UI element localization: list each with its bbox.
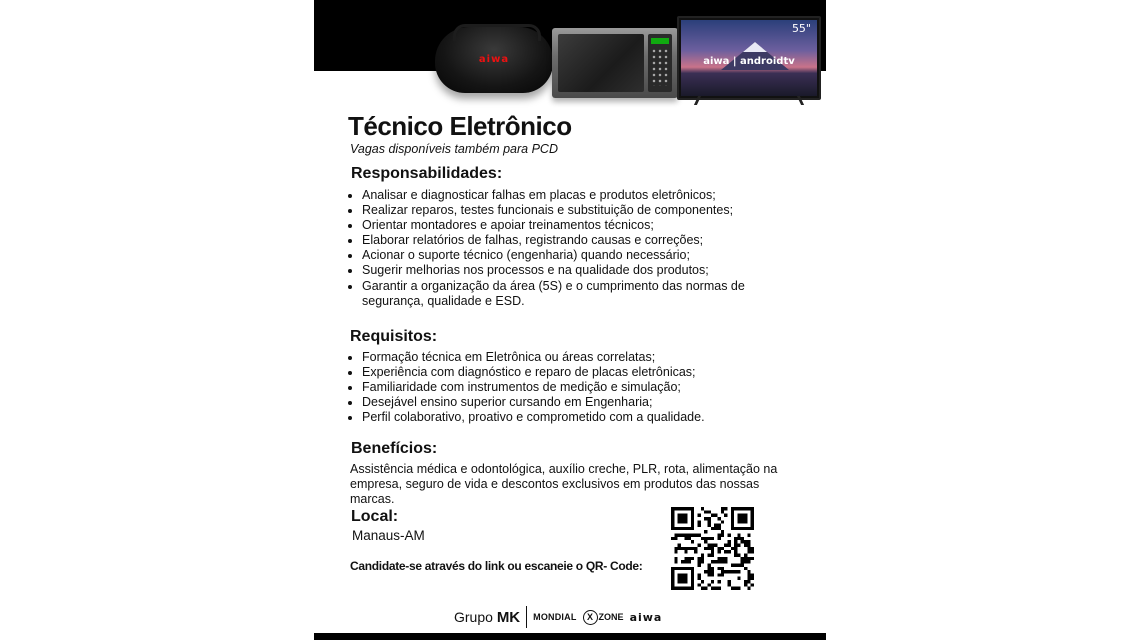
microwave-image xyxy=(552,28,678,98)
qr-module xyxy=(717,517,720,520)
qr-module xyxy=(724,550,727,553)
grupo-label: Grupo xyxy=(454,608,493,625)
qr-module xyxy=(747,577,750,580)
qr-module xyxy=(711,573,714,576)
speaker-image xyxy=(435,27,553,93)
qr-module xyxy=(741,557,744,560)
qr-module xyxy=(704,547,707,550)
qr-module xyxy=(688,534,691,537)
qr-module xyxy=(674,547,677,550)
xzone-mark: X xyxy=(583,610,598,625)
tv-brand-label: aiwa | androidtv xyxy=(703,56,795,67)
qr-module xyxy=(731,570,734,573)
qr-module xyxy=(708,544,711,547)
qr-module xyxy=(708,567,711,570)
qr-module xyxy=(701,580,704,583)
qr-module xyxy=(721,510,724,513)
qr-module xyxy=(724,557,727,560)
qr-module xyxy=(678,534,681,537)
footer-divider xyxy=(526,606,527,628)
qr-module xyxy=(744,583,747,586)
aiwa-logo: aiwa xyxy=(629,610,663,624)
qr-module xyxy=(721,534,724,537)
qr-module xyxy=(741,540,744,543)
qr-module xyxy=(684,534,687,537)
tv-stand xyxy=(680,96,818,104)
list-item: • Acionar o suporte técnico (engenharia) quando necessário; xyxy=(362,248,762,263)
qr-module xyxy=(701,560,704,563)
qr-module xyxy=(704,517,707,520)
qr-module xyxy=(698,534,701,537)
qr-module xyxy=(737,577,740,580)
speaker-handle xyxy=(453,24,541,41)
qr-module xyxy=(747,557,750,560)
list-item: • Experiência com diagnóstico e reparo de placas eletrônicas; xyxy=(362,365,782,380)
qr-module xyxy=(671,537,674,540)
qr-module xyxy=(751,573,754,576)
qr-module xyxy=(727,544,730,547)
microwave-window xyxy=(558,34,644,92)
qr-module xyxy=(727,570,730,573)
qr-module xyxy=(727,580,730,583)
qr-module xyxy=(734,550,737,553)
qr-module xyxy=(708,573,711,576)
qr-module xyxy=(731,587,734,590)
grupo-mk-logo xyxy=(454,609,520,626)
qr-module xyxy=(721,530,724,533)
qr-module xyxy=(674,534,677,537)
qr-module xyxy=(744,544,747,547)
qr-module xyxy=(708,524,711,527)
job-poster xyxy=(314,0,826,640)
tv-mountain-snow xyxy=(743,42,767,52)
xzone-logo xyxy=(583,610,624,625)
qr-module xyxy=(694,534,697,537)
qr-module xyxy=(717,573,720,576)
qr-module xyxy=(698,583,701,586)
list-item: • Familiaridade com instrumentos de medição e simulação; xyxy=(362,380,782,395)
qr-module xyxy=(717,557,720,560)
qr-module xyxy=(727,550,730,553)
qr-module xyxy=(684,537,687,540)
speaker-brand: aiwa xyxy=(478,54,510,65)
qr-code-icon[interactable] xyxy=(671,507,754,590)
qr-module xyxy=(737,563,740,566)
qr-module xyxy=(734,540,737,543)
qr-module xyxy=(691,557,694,560)
qr-module xyxy=(704,530,707,533)
qr-module xyxy=(691,534,694,537)
qr-module xyxy=(734,587,737,590)
qr-module xyxy=(724,514,727,517)
qr-module xyxy=(711,560,714,563)
qr-module xyxy=(731,547,734,550)
qr-module xyxy=(717,567,720,570)
qr-module xyxy=(704,510,707,513)
qr-module xyxy=(711,553,714,556)
qr-module xyxy=(698,520,701,523)
qr-module xyxy=(708,537,711,540)
qr-module xyxy=(717,587,720,590)
qr-module xyxy=(708,563,711,566)
qr-module xyxy=(684,550,687,553)
qr-module xyxy=(688,557,691,560)
qr-module xyxy=(721,557,724,560)
qr-module xyxy=(744,540,747,543)
qr-module xyxy=(681,547,684,550)
qr-module xyxy=(724,507,727,510)
tv-image xyxy=(677,16,821,100)
qr-module xyxy=(684,557,687,560)
qr-module xyxy=(734,570,737,573)
qr-module xyxy=(734,544,737,547)
qr-module xyxy=(751,583,754,586)
mondial-logo: MONDIAL xyxy=(533,612,577,622)
qr-module xyxy=(701,557,704,560)
qr-module xyxy=(674,557,677,560)
qr-module xyxy=(737,553,740,556)
qr-module xyxy=(698,563,701,566)
qr-module xyxy=(714,514,717,517)
qr-module xyxy=(708,517,711,520)
qr-module xyxy=(751,577,754,580)
qr-module xyxy=(704,537,707,540)
qr-module xyxy=(734,563,737,566)
qr-module xyxy=(704,540,707,543)
qr-module xyxy=(734,537,737,540)
job-title: Técnico Eletrônico xyxy=(348,111,572,141)
qr-module xyxy=(708,553,711,556)
qr-module xyxy=(714,560,717,563)
footer-band xyxy=(314,633,826,640)
qr-module xyxy=(701,537,704,540)
microwave-panel xyxy=(648,34,672,92)
qr-module xyxy=(737,587,740,590)
qr-module xyxy=(678,547,681,550)
microwave-display xyxy=(651,38,669,44)
qr-module xyxy=(674,537,677,540)
qr-module xyxy=(747,560,750,563)
qr-module xyxy=(727,534,730,537)
qr-module xyxy=(734,553,737,556)
qr-module xyxy=(681,534,684,537)
microwave-buttons xyxy=(651,48,669,86)
list-item: • Formação técnica em Eletrônica ou áreas correlatas; xyxy=(362,350,782,365)
qr-module xyxy=(744,567,747,570)
qr-module xyxy=(747,547,750,550)
qr-module xyxy=(747,580,750,583)
qr-module xyxy=(711,580,714,583)
job-subtitle: Vagas disponíveis também para PCD xyxy=(350,142,558,156)
qr-module xyxy=(711,587,714,590)
qr-module xyxy=(751,557,754,560)
qr-module xyxy=(751,547,754,550)
qr-module xyxy=(721,520,724,523)
qr-module xyxy=(684,560,687,563)
qr-module xyxy=(688,537,691,540)
qr-module xyxy=(688,547,691,550)
qr-module xyxy=(698,544,701,547)
qr-module xyxy=(711,567,714,570)
qr-module xyxy=(717,527,720,530)
qr-module xyxy=(721,573,724,576)
qr-module xyxy=(717,537,720,540)
qr-module xyxy=(678,544,681,547)
qr-module xyxy=(708,583,711,586)
qr-module xyxy=(727,583,730,586)
qr-module xyxy=(694,547,697,550)
qr-module xyxy=(721,560,724,563)
qr-finder-center xyxy=(737,514,747,524)
list-item: • Garantir a organização da área (5S) e o cumprimento das normas de segurança, qualidade e ESD. xyxy=(362,279,762,309)
responsabilidades-heading: Responsabilidades: xyxy=(351,165,503,182)
list-item: • Sugerir melhorias nos processos e na qualidade dos produtos; xyxy=(362,263,762,278)
qr-module xyxy=(737,537,740,540)
qr-module xyxy=(711,514,714,517)
qr-module xyxy=(691,547,694,550)
qr-module xyxy=(698,573,701,576)
list-item: • Orientar montadores e apoiar treinamentos técnicos; xyxy=(362,218,762,233)
qr-module xyxy=(724,570,727,573)
qr-module xyxy=(724,544,727,547)
qr-module xyxy=(734,547,737,550)
qr-module xyxy=(711,544,714,547)
beneficios-heading: Benefícios: xyxy=(351,440,438,457)
list-item: • Analisar e diagnosticar falhas em placas e produtos eletrônicos; xyxy=(362,188,762,203)
list-item: • Perfil colaborativo, proativo e comprometido com a qualidade. xyxy=(362,410,782,425)
list-item: • Desejável ensino superior cursando em Engenharia; xyxy=(362,395,782,410)
qr-module xyxy=(744,557,747,560)
qr-module xyxy=(717,524,720,527)
qr-module xyxy=(741,537,744,540)
qr-module xyxy=(691,540,694,543)
qr-module xyxy=(688,560,691,563)
qr-module xyxy=(698,524,701,527)
local-heading: Local: xyxy=(351,508,399,525)
qr-module xyxy=(721,507,724,510)
qr-module xyxy=(701,553,704,556)
qr-module xyxy=(721,570,724,573)
qr-module xyxy=(717,560,720,563)
qr-module xyxy=(711,570,714,573)
qr-module xyxy=(747,573,750,576)
footer-brands xyxy=(454,605,662,629)
list-item: • Realizar reparos, testes funcionais e substituição de componentes; xyxy=(362,203,762,218)
local-value: Manaus-AM xyxy=(352,528,425,543)
qr-module xyxy=(717,580,720,583)
qr-module xyxy=(698,577,701,580)
qr-module xyxy=(741,563,744,566)
qr-module xyxy=(674,550,677,553)
qr-module xyxy=(717,534,720,537)
qr-module xyxy=(701,587,704,590)
qr-module xyxy=(747,534,750,537)
qr-module xyxy=(721,547,724,550)
qr-module xyxy=(714,527,717,530)
qr-module xyxy=(747,540,750,543)
qr-module xyxy=(747,544,750,547)
grupo-mark: MK xyxy=(496,608,521,626)
responsabilidades-list xyxy=(350,188,762,309)
tv-size-label: 55" xyxy=(791,22,811,35)
xzone-label: ZONE xyxy=(598,612,624,622)
qr-module xyxy=(724,560,727,563)
qr-module xyxy=(698,560,701,563)
qr-module xyxy=(708,520,711,523)
qr-module xyxy=(747,550,750,553)
requisitos-heading: Requisitos: xyxy=(350,328,438,345)
qr-module xyxy=(744,553,747,556)
qr-module xyxy=(747,587,750,590)
qr-module xyxy=(717,550,720,553)
qr-module xyxy=(711,550,714,553)
beneficios-text: Assistência médica e odontológica, auxílio creche, PLR, rota, alimentação na empresa, seguro de vida e descontos exclusivos em produtos das nossas marcas. xyxy=(350,462,778,507)
qr-module xyxy=(714,587,717,590)
qr-module xyxy=(714,524,717,527)
qr-module xyxy=(727,540,730,543)
list-item: • Elaborar relatórios de falhas, registrando causas e correções; xyxy=(362,233,762,248)
qr-module xyxy=(744,580,747,583)
qr-module xyxy=(681,560,684,563)
qr-module xyxy=(751,550,754,553)
qr-module xyxy=(737,544,740,547)
qr-module xyxy=(674,560,677,563)
qr-module xyxy=(704,587,707,590)
qr-module xyxy=(714,544,717,547)
qr-module xyxy=(694,550,697,553)
qr-module xyxy=(737,534,740,537)
qr-module xyxy=(708,547,711,550)
qr-module xyxy=(731,563,734,566)
qr-module xyxy=(701,507,704,510)
qr-finder-center xyxy=(678,573,688,583)
qr-module xyxy=(684,547,687,550)
qr-finder-center xyxy=(678,514,688,524)
qr-module xyxy=(698,557,701,560)
qr-module xyxy=(717,547,720,550)
qr-module xyxy=(741,560,744,563)
qr-module xyxy=(708,510,711,513)
qr-module xyxy=(711,537,714,540)
requisitos-list xyxy=(350,350,782,425)
qr-module xyxy=(711,547,714,550)
qr-module xyxy=(698,514,701,517)
apply-instruction: Candidate-se através do link ou escaneie o QR- Code: xyxy=(350,559,643,573)
tv-screen xyxy=(681,20,817,96)
qr-module xyxy=(744,560,747,563)
qr-module xyxy=(711,527,714,530)
qr-module xyxy=(721,567,724,570)
qr-module xyxy=(747,570,750,573)
qr-module xyxy=(737,570,740,573)
qr-module xyxy=(704,570,707,573)
qr-module xyxy=(708,570,711,573)
